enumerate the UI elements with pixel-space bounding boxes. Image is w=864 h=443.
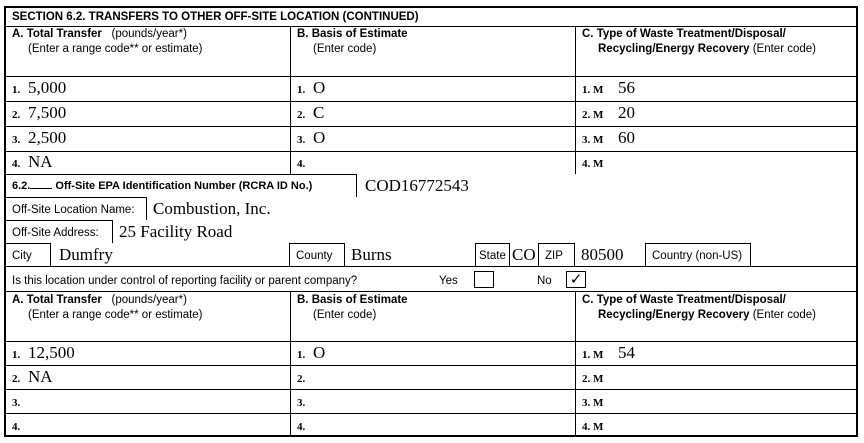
col-a-subheader: (Enter a range code** or estimate) [28,43,203,55]
col-b-subheader: (Enter code) [313,43,377,55]
location-name-label: Off-Site Location Name: [12,204,135,216]
control-question: Is this location under control of reporting facility or parent company? [12,275,358,287]
col-a-header: A. Total Transfer (pounds/year*) [12,294,187,306]
row-number: 4. [297,421,306,433]
total-transfer-field[interactable]: 12,500 [28,343,75,362]
state-label: State [479,250,506,262]
yes-checkbox[interactable] [474,271,494,288]
epa-id-label: 6.2. Off-Site EPA Identification Number (RCRA ID No.) [12,180,313,192]
col-c-header: C. Type of Waste Treatment/Disposal/ [582,28,786,40]
total-transfer-field[interactable]: 7,500 [28,103,67,122]
col-b-header: B. Basis of Estimate [297,28,408,40]
row-number: 3. [297,134,306,146]
col-b-header: B. Basis of Estimate [297,294,408,306]
row-number: 4. [12,158,21,170]
country-label: Country (non-US) [652,250,743,262]
row-number: 1. M [582,84,604,96]
row-number: 3. [12,397,21,409]
col-b-subheader: (Enter code) [313,309,377,321]
row-number: 1. M [582,349,604,361]
total-transfer-field[interactable]: 2,500 [28,128,67,147]
col-c-subheader: Recycling/Energy Recovery (Enter code) [598,43,816,55]
section-title: SECTION 6.2. TRANSFERS TO OTHER OFF-SITE LOCATION (CONTINUED) [12,11,419,23]
row-number: 4. M [582,158,604,170]
row-number: 3. [12,134,21,146]
row-number: 3. M [582,397,604,409]
address-field[interactable]: 25 Facility Road [112,220,856,244]
city-field[interactable]: Dumfry [50,243,290,267]
row-number: 4. [12,421,21,433]
total-transfer-field[interactable]: 5,000 [28,78,67,97]
col-a-header: A. Total Transfer (pounds/year*) [12,28,187,40]
col-c-subheader: Recycling/Energy Recovery (Enter code) [598,309,816,321]
basis-estimate-field[interactable]: C [313,103,325,122]
row-number: 2. [12,109,21,121]
transfer-form [4,6,858,437]
total-transfer-field[interactable]: NA [28,152,53,171]
address-label: Off-Site Address: [12,227,99,239]
row-number: 1. [12,349,21,361]
waste-treatment-field[interactable]: 60 [618,128,635,147]
row-number: 2. M [582,109,604,121]
location-name-field[interactable]: Combustion, Inc. [146,197,856,221]
total-transfer-field[interactable]: NA [28,367,53,386]
county-field[interactable]: Burns [344,243,476,267]
row-number: 1. [297,349,306,361]
state-field[interactable]: CO [509,243,539,267]
col-c-header: C. Type of Waste Treatment/Disposal/ [582,294,786,306]
zip-field[interactable]: 80500 [574,243,646,267]
waste-treatment-field[interactable]: 54 [618,343,635,362]
row-number: 3. M [582,134,604,146]
zip-label: ZIP [545,250,563,262]
basis-estimate-field[interactable]: O [313,343,326,362]
epa-id-field[interactable]: COD16772543 [356,174,856,198]
row-number: 2. M [582,373,604,385]
basis-estimate-field[interactable]: O [313,78,326,97]
row-number: 1. [12,84,21,96]
row-number: 4. [297,158,306,170]
waste-treatment-field[interactable]: 56 [618,78,635,97]
row-number: 1. [297,84,306,96]
row-number: 3. [297,397,306,409]
row-number: 2. [297,109,306,121]
col-a-subheader: (Enter a range code** or estimate) [28,309,203,321]
no-checkbox[interactable]: ✓ [566,271,586,288]
yes-label: Yes [439,275,458,287]
county-label: County [296,250,333,262]
row-number: 2. [12,373,21,385]
no-label: No [537,275,552,287]
row-number: 4. M [582,421,604,433]
row-number: 2. [297,373,306,385]
country-field[interactable] [750,243,856,267]
basis-estimate-field[interactable]: O [313,128,326,147]
city-label: City [12,250,32,262]
waste-treatment-field[interactable]: 20 [618,103,635,122]
